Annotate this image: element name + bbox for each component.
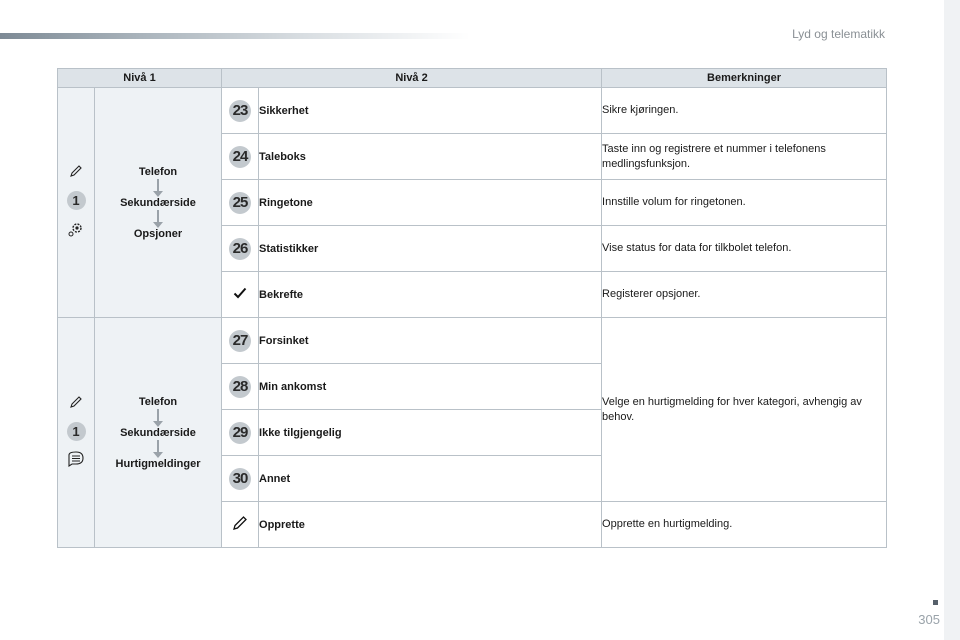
header-level2: Nivå 2 (222, 69, 602, 88)
row-label: Annet (259, 456, 602, 502)
number-badge: 28 (229, 376, 251, 398)
row-number-cell (222, 88, 259, 134)
header-gradient-bar (0, 33, 470, 39)
row-label: Opprette (259, 502, 602, 548)
number-badge: 30 (229, 468, 251, 490)
row-number-cell (222, 318, 259, 364)
group2-icons (58, 318, 95, 548)
number-badge: 23 (229, 100, 251, 122)
row-number-cell (222, 180, 259, 226)
number-badge: 26 (229, 238, 251, 260)
header-level1: Nivå 1 (58, 69, 222, 88)
arrow-down-icon (157, 440, 159, 452)
checkmark-icon (233, 290, 247, 302)
row-label: Forsinket (259, 318, 602, 364)
table-row (58, 88, 887, 134)
row-remark: Innstille volum for ringetonen. (602, 180, 887, 226)
pencil-icon (69, 395, 83, 412)
number-badge: 29 (229, 422, 251, 444)
path-step-secondary: Sekundærside (120, 426, 196, 439)
row-label: Statistikker (259, 226, 602, 272)
page-number: 305 (918, 612, 940, 627)
shared-remark: Velge en hurtigmelding for hver kategori, avhengig av behov. (602, 318, 887, 502)
row-icon-cell (222, 272, 259, 318)
row-label: Sikkerhet (259, 88, 602, 134)
path-step-phone: Telefon (138, 395, 178, 408)
path-step-options: Opsjoner (133, 227, 183, 240)
group1-menu-path (95, 88, 222, 318)
row-label: Ringetone (259, 180, 602, 226)
row-label: Ikke tilgjengelig (259, 410, 602, 456)
message-list-icon (67, 451, 85, 470)
arrow-down-icon (157, 409, 159, 421)
row-remark: Vise status for data for tilkbolet telefon. (602, 226, 887, 272)
row-label: Min ankomst (259, 364, 602, 410)
options-table (57, 68, 887, 548)
row-number-cell (222, 226, 259, 272)
group2-menu-path (95, 318, 222, 548)
row-remark: Registerer opsjoner. (602, 272, 887, 318)
arrow-down-icon (157, 179, 159, 191)
gear-settings-icon (67, 220, 85, 241)
path-step-phone: Telefon (138, 165, 178, 178)
table-header-row (58, 69, 887, 88)
number-badge: 25 (229, 192, 251, 214)
row-number-cell (222, 456, 259, 502)
section-title: Lyd og telematikk (792, 27, 885, 41)
row-number-cell (222, 410, 259, 456)
page-marker (933, 600, 938, 605)
row-number-cell (222, 134, 259, 180)
arrow-down-icon (157, 210, 159, 222)
header-remarks: Bemerkninger (602, 69, 887, 88)
group1-icons (58, 88, 95, 318)
path-step-quick-messages: Hurtigmeldinger (115, 457, 201, 470)
row-number-cell (222, 364, 259, 410)
path-step-secondary: Sekundærside (120, 196, 196, 209)
row-label: Bekrefte (259, 272, 602, 318)
row-remark: Sikre kjøringen. (602, 88, 887, 134)
table-row (58, 318, 887, 364)
row-remark: Taste inn og registrere et nummer i telefonens medlingsfunksjon. (602, 134, 887, 180)
number-badge: 27 (229, 330, 251, 352)
number-badge: 24 (229, 146, 251, 168)
level-badge: 1 (67, 422, 86, 441)
pencil-icon (232, 522, 248, 534)
level-badge: 1 (67, 191, 86, 210)
row-icon-cell (222, 502, 259, 548)
pencil-icon (69, 164, 83, 181)
page-edge-strip (944, 0, 960, 640)
row-remark: Opprette en hurtigmelding. (602, 502, 887, 548)
row-label: Taleboks (259, 134, 602, 180)
